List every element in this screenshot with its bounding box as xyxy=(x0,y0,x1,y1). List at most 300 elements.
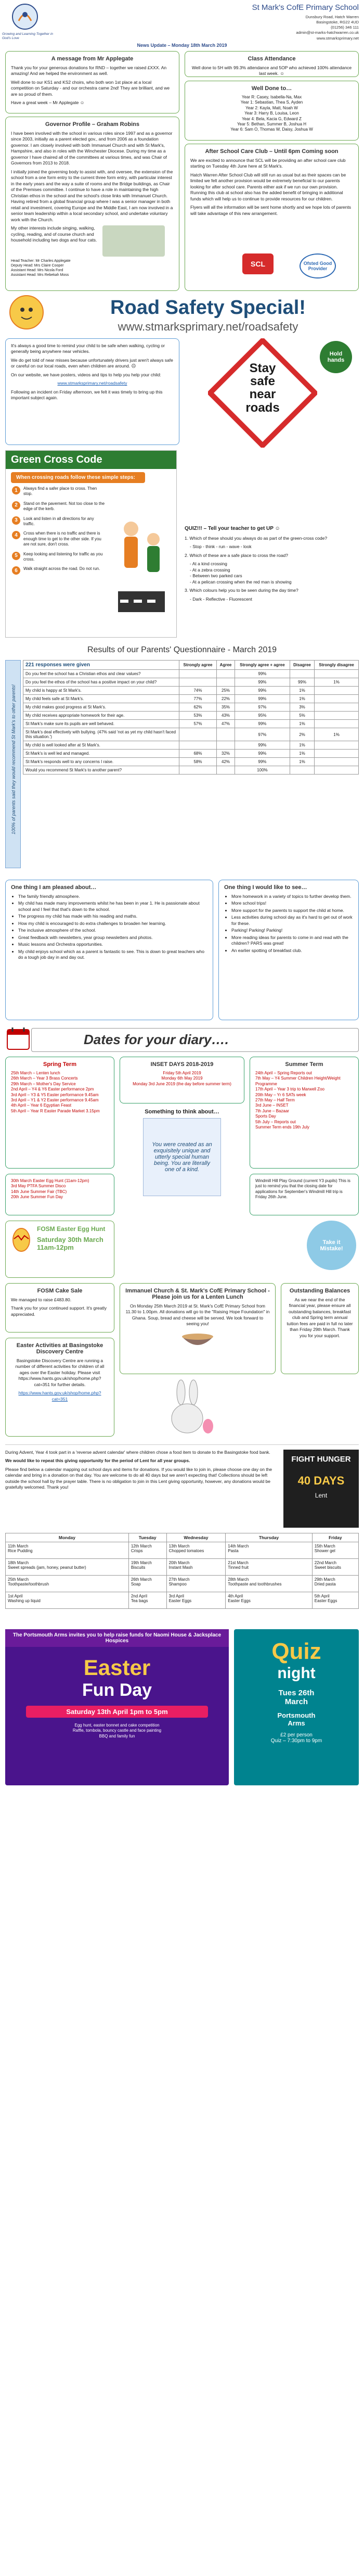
diary-item: Sports Day xyxy=(255,1114,276,1119)
road-safety-link[interactable]: www.stmarksprimary.net/roadsafety xyxy=(57,380,127,386)
calendar-cell: 14th March Pasta xyxy=(226,1542,312,1559)
value-cell: 1% xyxy=(290,758,314,766)
header xyxy=(0,0,364,50)
summer-title: Summer Term xyxy=(285,1061,323,1068)
value-cell: 99% xyxy=(235,687,290,695)
cake-sale-paragraph: Thank you for your continued support. It's greatly appreciated. xyxy=(11,1305,107,1317)
diary-item: Summer Term ends 19th July xyxy=(255,1124,309,1130)
lent-table-wrap xyxy=(5,1533,359,1609)
calendar-cell: 22nd March Sweet biscuits xyxy=(312,1559,358,1576)
stay-safe-line: Stay xyxy=(249,361,276,375)
quote-text: You were created as an exquisitely unique and utterly special human being. You are literally one of a kind. xyxy=(152,1141,212,1173)
green-cross-step xyxy=(12,486,106,497)
calendar-cell: 26th March Soap xyxy=(128,1576,166,1592)
quote-card xyxy=(143,1118,221,1196)
green-cross-step xyxy=(12,566,106,575)
hold-hands-line: Hold xyxy=(329,351,343,357)
road-safety-paragraph: Following an incident on Friday afternoon, we felt it was timely to bring up this important subject again. xyxy=(11,389,163,401)
balances-title: Outstanding Balances xyxy=(289,1288,350,1294)
quiz-night-venue xyxy=(234,1711,359,1727)
value-cell: 35% xyxy=(216,703,235,712)
governor-profile xyxy=(5,117,179,291)
cake-sale-title: FOSM Cake Sale xyxy=(37,1288,83,1294)
fosm-date: Saturday 30th March xyxy=(37,1236,103,1243)
quiz-night-poster xyxy=(234,1629,359,1785)
after-school-paragraph: Flyers will all the information will be sent home shortly and we hope lots of parents will take advantage of this new arrangement. xyxy=(190,205,351,216)
easter-egg-icon xyxy=(11,1226,32,1252)
well-done-item: Year 5: Bethan, Summer B, Joshua H xyxy=(237,121,307,126)
address-line: Dunsbury Road, Hatch Warren xyxy=(305,15,359,19)
quiz-date-line: Tues 26th xyxy=(278,1689,315,1697)
governor-paragraph: I initially joined the governing body to assist with, and oversee, the extension of the school from a one form entry to the current three form entry, with particular interest in the early years and the way a suite of rooms and the Bridge buildings, as Chair of the Premises committee. I continue to have a role in maintaining the high Christian ethos in the school and the school's close links with Immanuel Church. Having retired from a global financial group where I was a senior manager in both retail and investment, covering Europe and the Middle East, I am now involved in a senior team leadership within a local secondary school, and undertake voluntary work with the Church. xyxy=(11,169,173,222)
fight-hunger-days: 40 DAYS xyxy=(297,1474,345,1487)
calendar-cell: 2nd April Tea bags xyxy=(128,1592,166,1609)
day-header: Tuesday xyxy=(128,1533,166,1542)
value-cell: 25% xyxy=(216,687,235,695)
well-done-item: Year 1: Sebastian, Thea S, Ayden xyxy=(240,100,303,105)
value-cell xyxy=(315,758,359,766)
list-item: • The progress my child has made with his reading and maths. xyxy=(18,913,207,919)
green-cross-subtitle: When crossing roads follow these simple steps: xyxy=(11,472,145,483)
diary-title: Dates for your diary…. xyxy=(84,1032,229,1047)
value-cell: 5% xyxy=(290,712,314,720)
step-text: Cross when there is no traffic and there is enough time to get to the other side. If you are not sure, don't cross. xyxy=(23,531,101,547)
table-row xyxy=(23,670,359,678)
questionnaire-body xyxy=(23,670,359,775)
stay-safe-line: roads xyxy=(245,400,280,415)
calendar-cell: 1st April Washing up liquid xyxy=(6,1592,129,1609)
table-row xyxy=(6,1559,359,1576)
quiz-entry-line: £2 per person xyxy=(280,1732,313,1738)
school-logo xyxy=(11,3,38,30)
calendar-cell: 15th March Shower gel xyxy=(312,1542,358,1559)
lent-header-row xyxy=(6,1533,359,1542)
value-cell: 58% xyxy=(179,758,217,766)
quiz-question: 3. Which colours help you to be seen during the day time? xyxy=(185,588,298,593)
spring-term xyxy=(5,1057,114,1169)
inset-title: INSET DAYS 2018-2019 xyxy=(150,1061,214,1068)
green-cross-step xyxy=(12,552,106,563)
crossing-children-icon xyxy=(113,508,170,623)
inset-item: Monday 3rd June 2019 (the day before summer term) xyxy=(133,1081,231,1086)
ofsted-logo: Ofsted Good Provider xyxy=(300,253,336,278)
table-row xyxy=(23,750,359,758)
road-safety-url[interactable]: www.stmarksprimary.net/roadsafety xyxy=(118,320,298,333)
value-cell: 1% xyxy=(315,728,359,741)
fight-hunger-title: FIGHT HUNGER xyxy=(291,1455,351,1464)
questionnaire-side-text: 100% of parents said they would recommend St Mark's to other parents! xyxy=(11,684,16,834)
diary-item: 26th March – Year 3 Brass Concerts xyxy=(11,1076,78,1081)
question-cell: Do you feel the ethos of the school has a positive impact on your child? xyxy=(23,678,179,687)
value-cell: 1% xyxy=(290,695,314,703)
value-cell xyxy=(179,670,217,678)
quiz-venue-line: Portsmouth xyxy=(277,1711,316,1719)
table-row xyxy=(6,1592,359,1609)
value-cell xyxy=(315,687,359,695)
step-text: Keep looking and listening for traffic as you cross. xyxy=(23,551,103,562)
egg-icon xyxy=(11,1226,32,1254)
calendar-cell: 11th March Rice Pudding xyxy=(6,1542,129,1559)
list-item: • Parking! Parking! Parking! xyxy=(231,928,353,933)
quiz-night-line: Quiz xyxy=(271,1639,321,1664)
column-header: Agree xyxy=(216,661,235,670)
calendar-cell: 12th March Crisps xyxy=(128,1542,166,1559)
applegate-paragraph: Thank you for your generous donations for RND – together we raised £XXX. An amazing! And we helped the environment as well. xyxy=(11,65,167,77)
well-done-item: Year 3: Harry B, Louisa, Leon xyxy=(244,111,299,116)
like-to-see-list xyxy=(231,894,353,954)
value-cell xyxy=(216,741,235,750)
quiz-night-entry xyxy=(234,1732,359,1744)
calendar-cell: 19th March Biscuits xyxy=(128,1559,166,1576)
quiz-options: - Dark - Reflective - Fluorescent xyxy=(190,596,252,602)
value-cell: 77% xyxy=(179,695,217,703)
table-row xyxy=(23,712,359,720)
quiz-entry-line: Quiz – 7:30pm to 9pm xyxy=(270,1738,322,1744)
value-cell xyxy=(315,750,359,758)
calendar-icon xyxy=(5,1025,31,1051)
value-cell: 47% xyxy=(216,720,235,728)
value-cell: 1% xyxy=(290,720,314,728)
question-cell: St Mark's responds well to any concerns I raise. xyxy=(23,758,179,766)
calendar-cell: 29th March Dried pasta xyxy=(312,1576,358,1592)
value-cell: 100% xyxy=(235,766,290,775)
lent-paragraph: Please find below a calendar mapping out school days and items for donations. If you would like to join in, please choose one day on the calendar and bring in a donation on that day. You are welcome to do all 40 days but we aren't expecting that! Collections should be left outside the school hall by the prayer table. There is no obligation to join in this Lent giving opportunity, however, any donations would be gratefully welcomed. Thank you! xyxy=(5,1466,272,1490)
inset-item: Friday 5th April 2019 xyxy=(163,1071,201,1075)
table-row xyxy=(23,720,359,728)
fosm-cake-sale xyxy=(5,1283,114,1333)
calendar-cell: 3rd April Easter Eggs xyxy=(166,1592,226,1609)
well-done-title: Well Done to… xyxy=(251,85,292,92)
table-row xyxy=(23,766,359,775)
value-cell: 1% xyxy=(315,678,359,687)
green-cross-step xyxy=(12,501,106,512)
diary-item: 25th March – Lenten lunch xyxy=(11,1071,60,1075)
list-item: • The family friendly atmosphere. xyxy=(18,894,207,899)
quiz-question: 1. Which of these should you always do as part of the green-cross code? xyxy=(185,536,328,541)
value-cell: 1% xyxy=(290,750,314,758)
like-to-see xyxy=(218,880,359,1020)
portsmouth-banner: The Portsmouth Arms invites you to help raise funds for Naomi House & Jacksplace Hospices xyxy=(5,1629,229,1647)
fight-hunger-lent: Lent xyxy=(315,1492,328,1499)
easter-fun-title xyxy=(5,1655,229,1701)
question-cell: St Mark's make sure its pupils are well behaved. xyxy=(23,720,179,728)
lenten-title: Immanuel Church & St. Mark's CofE Primary School - Please join us for a Lenten Lunch xyxy=(125,1288,270,1300)
lent-paragraph: During Advent, Year 4 took part in a 'reverse advent calendar' where children chose a food item to donate to the Basingstoke food bank. xyxy=(5,1450,270,1455)
value-cell xyxy=(179,728,217,741)
value-cell: 95% xyxy=(235,712,290,720)
fosm-easter-egg-hunt xyxy=(5,1221,114,1278)
applegate-paragraph: Have a great week – Mr Applegate ☺ xyxy=(11,100,85,106)
easter-fun-date: Saturday 13th April 1pm to 5pm xyxy=(26,1706,208,1718)
table-row xyxy=(23,695,359,703)
calendar-cell: 25th March Toothpaste/toothbrush xyxy=(6,1576,129,1592)
table-row xyxy=(23,758,359,766)
value-cell xyxy=(315,741,359,750)
easter-fun-detail: Raffle, tombola, bouncy castle and face painting xyxy=(72,1728,162,1733)
value-cell: 99% xyxy=(235,750,290,758)
value-cell: 97% xyxy=(235,728,290,741)
table-row xyxy=(23,728,359,741)
value-cell xyxy=(315,720,359,728)
quiz-night-line: night xyxy=(277,1665,316,1682)
table-header-row xyxy=(23,661,359,670)
balances-body: As we near the end of the financial year, please ensure all outstanding balances, breakfast club and Spring term annual tuition fees are paid in full no later than Friday 29th March. Thank you for your support. xyxy=(287,1297,353,1338)
question-cell: My child is happy at St Mark's. xyxy=(23,687,179,695)
easter-activities-link[interactable]: https://www.hants.gov.uk/shop/home.php?cat=351 xyxy=(18,1390,101,1402)
diary-item: 14th June Summer Fair (TBC) xyxy=(11,1189,67,1194)
responses-header: 221 responses were given xyxy=(23,661,179,670)
bunny-illustration xyxy=(156,1379,218,1437)
diary-item: 29th March – Mother's Day Service xyxy=(11,1081,76,1086)
inset-days xyxy=(120,1057,244,1103)
windmill-text: Windmill Hill Play Ground (current Y3 pupils) This is just to remind you that the closing date for applications for September's Windmill Hill trip is Friday 26th June. xyxy=(255,1178,350,1200)
list-item: • More support for the parents to support the child at home. xyxy=(231,908,353,913)
easter-activities-title: Easter Activities at Basingstoke Discovery Centre xyxy=(16,1342,103,1355)
calendar-cell: 18th March Sweet spreads (jam, honey, peanut butter) xyxy=(6,1559,129,1576)
address-website[interactable]: www.stmarksprimary.net xyxy=(316,35,359,41)
calendar-cell: 4th April Easter Eggs xyxy=(226,1592,312,1609)
fosm-dates xyxy=(5,1174,114,1215)
quiz-options: - Stop - think - run - wave - look xyxy=(190,544,252,550)
step-number: 6 xyxy=(12,566,20,575)
diary-item: 7th June – Bazaar xyxy=(255,1108,289,1113)
calendar-cell: 20th March Instant Mash xyxy=(166,1559,226,1576)
value-cell: 1% xyxy=(290,741,314,750)
column-header: Disagree xyxy=(290,661,314,670)
questionnaire-table xyxy=(23,660,359,775)
easter-fun-line: Easter xyxy=(83,1655,151,1680)
value-cell xyxy=(216,670,235,678)
road-safety-paragraph: We do get told of near misses because unfortunately drivers just aren't always safe or careful on our local roads, even when children are around. ☹ xyxy=(11,357,173,369)
governor-photo xyxy=(102,225,165,257)
quiz-title: QUIZ!!! – Tell your teacher to get UP ☺ xyxy=(185,526,280,531)
list-item: • My child has made many improvements whilst he has been in year 1. He is passionate about school and I feel that that's down to the school. xyxy=(18,900,207,912)
table-row xyxy=(6,1542,359,1559)
step-text: Look and listen in all directions for any traffic. xyxy=(23,516,94,526)
table-row xyxy=(23,703,359,712)
address-line: (01256) 346 111 xyxy=(331,25,359,30)
step-number: 4 xyxy=(12,531,20,539)
value-cell: 3% xyxy=(290,703,314,712)
pleased-list xyxy=(18,894,207,961)
crossing-mascot-icon xyxy=(8,294,45,331)
diary-item: 27th May – Half Term xyxy=(255,1097,295,1102)
easter-fun-line: Fun Day xyxy=(82,1680,152,1700)
step-text: Stand on the pavement. Not too close to the edge of the kerb. xyxy=(23,501,105,512)
table-row xyxy=(23,678,359,687)
list-item: • The inclusive atmosphere of the school. xyxy=(18,928,207,933)
spring-title: Spring Term xyxy=(43,1061,76,1068)
soup-icon xyxy=(125,1330,270,1353)
think-title: Something to think about… xyxy=(145,1109,219,1115)
quiz-night-title xyxy=(234,1639,359,1682)
applegate-paragraph: Well done to our KS1 and KS2 choirs, who both won 1st place at a local competition on Saturday - and our orchestra came 2nd! They are brilliant, and we are so proud of them. xyxy=(11,79,170,97)
address-email[interactable]: admin@st-marks-hatchwarren.co.uk xyxy=(296,30,359,35)
green-cross-code xyxy=(5,450,177,638)
after-school-paragraph: We are excited to announce that SCL will be providing an after school care club starting on Tuesday 4th June here at St Mark's. xyxy=(190,158,346,169)
value-cell: 99% xyxy=(235,678,290,687)
hold-hands-line: hands xyxy=(327,357,345,363)
calendar-cell: 5th April Easter Eggs xyxy=(312,1592,358,1609)
inset-item: Monday 6th May 2019 xyxy=(161,1076,203,1081)
lenten-body: On Monday 25th March 2019 at St. Mark's CofE Primary School from 11.30 to 1.00pm. All donations will go to the "Raising Hope Foundation" in Ghana. Soup, bread and cheese will be served. We look forward to seeing you! xyxy=(125,1303,270,1327)
class-attendance xyxy=(185,51,359,77)
quiz-venue-line: Arms xyxy=(288,1719,305,1727)
value-cell: 74% xyxy=(179,687,217,695)
value-cell xyxy=(216,766,235,775)
value-cell: 42% xyxy=(216,758,235,766)
diary-item: 3rd April – Y3 & Y5 Easter performance 9.45am xyxy=(11,1092,99,1097)
lent-giving-intro xyxy=(5,1450,276,1493)
applegate-title: A message from Mr Applegate xyxy=(51,56,134,62)
value-cell: 2% xyxy=(290,728,314,741)
calendar-cell: 21st March Tinned fruit xyxy=(226,1559,312,1576)
attendance-title: Class Attendance xyxy=(248,56,296,62)
well-done xyxy=(185,81,359,141)
value-cell: 22% xyxy=(216,695,235,703)
road-safety-quiz xyxy=(185,526,359,638)
diary-item: 30th March Easter Egg Hunt (11am-12pm) xyxy=(11,1178,89,1183)
road-safety-mascot xyxy=(8,294,45,331)
value-cell xyxy=(179,741,217,750)
table-row xyxy=(6,1576,359,1592)
list-item: • How my child is encouraged to do extra challenges to broaden her learning. xyxy=(18,921,207,927)
diary-item: 17th April – Year 3 trip to Marwell Zoo xyxy=(255,1087,324,1092)
after-school-title: After School Care Club – Until 6pm Coming soon xyxy=(205,148,339,155)
list-item: • Music lessons and Orchestra opportunities. xyxy=(18,942,207,947)
easter-fun-day-poster xyxy=(5,1629,229,1785)
pleased-title: One thing I am pleased about… xyxy=(11,884,97,891)
diary-item: 20th June Summer Fun Day xyxy=(11,1195,63,1200)
value-cell: 99% xyxy=(290,678,314,687)
cake-sale-paragraph: We managed to raise £483.80. xyxy=(11,1297,72,1302)
pleased-about xyxy=(5,880,213,1020)
list-item: • An earlier spotting of breakfast club. xyxy=(231,948,353,954)
applegate-message xyxy=(5,51,179,113)
list-item: • Great feedback with newsletters, year group newsletters and photos. xyxy=(18,935,207,941)
after-school-care xyxy=(185,144,359,291)
lent-calendar-body xyxy=(6,1542,359,1609)
questionnaire-side-label xyxy=(5,660,21,868)
diary-item: 7th May – Y4 Summer Children Height/Weight Programme xyxy=(255,1076,341,1086)
value-cell: 99% xyxy=(235,741,290,750)
lent-giving-separator xyxy=(5,1444,359,1445)
green-cross-step xyxy=(12,516,106,527)
school-crest-icon xyxy=(11,3,38,30)
quiz-options: - At a kind crossing - At a zebra crossing - Between two parked cars - At a pelican crossing when the red man is showing xyxy=(190,561,292,585)
value-cell: 68% xyxy=(179,750,217,758)
day-header: Thursday xyxy=(226,1533,312,1542)
day-header: Monday xyxy=(6,1533,129,1542)
after-school-paragraph: Hatch Warren After School Club will still run as usual but as their spaces can be limited we felt another provision would be extremely beneficial to our parents looking for after school care. Parents either ask if we run our own provision. Running this club at school also has the added benefit of bringing in additional funds which will help us to continue to provide resources for our children. xyxy=(190,172,346,201)
value-cell xyxy=(179,678,217,687)
school-address xyxy=(244,15,359,41)
diary-item: 24th April – Spring Reports out xyxy=(255,1071,312,1075)
road-safety-intro xyxy=(5,338,179,445)
outstanding-balances xyxy=(281,1283,359,1374)
easter-activities xyxy=(5,1338,114,1437)
diary-item: 3rd April – Y1 & Y2 Easter performance 9.45am xyxy=(11,1097,99,1102)
list-item: • More reading ideas for parents to come in and read with the children? PARS was great! xyxy=(231,935,353,947)
calendar-cell: 27th March Shampoo xyxy=(166,1576,226,1592)
table-row xyxy=(23,741,359,750)
step-number: 1 xyxy=(12,486,20,494)
table-row xyxy=(23,687,359,695)
value-cell: 57% xyxy=(179,720,217,728)
quiz-question: 2. Which of these are a safe place to cross the road? xyxy=(185,552,288,558)
value-cell xyxy=(315,766,359,775)
like-to-see-title: One thing I would like to see… xyxy=(224,884,307,891)
question-cell: Would you recommend St Mark's to another parent? xyxy=(23,766,179,775)
column-header: Strongly agree + agree xyxy=(235,661,290,670)
value-cell: 43% xyxy=(216,712,235,720)
question-cell: St Mark's deal effectively with bullying. (47% said 'not as yet my child hasn't faced this situation.') xyxy=(23,728,179,741)
staff-caption xyxy=(11,259,174,277)
value-cell: 32% xyxy=(216,750,235,758)
fight-hunger-poster xyxy=(283,1450,359,1528)
well-done-item: Year 2: Kayla, Matt, Noah W xyxy=(245,105,298,110)
question-cell: St Mark's is well led and managed. xyxy=(23,750,179,758)
value-cell xyxy=(216,728,235,741)
value-cell xyxy=(315,695,359,703)
soup-bowl-icon xyxy=(177,1330,218,1351)
school-name: St Mark's CofE Primary School xyxy=(252,3,359,12)
value-cell: 53% xyxy=(179,712,217,720)
easter-activities-body: Basingstoke Discovery Centre are running a number of different activities for children of all ages over the Easter holiday. Please visit https://www.hants.gov.uk/shop/home.php?cat=351 for further details. xyxy=(15,1358,105,1387)
value-cell xyxy=(216,678,235,687)
calendar-cell: 28th March Toothpaste and toothbrushes xyxy=(226,1576,312,1592)
stay-safe-line: safe xyxy=(250,374,276,389)
list-item: • Less activities during school day as it's hard to get out of work for these. xyxy=(231,915,353,927)
easter-fun-detail: Egg hunt, easter bonnet and cake competition xyxy=(74,1723,160,1728)
take-it-line: Mistake! xyxy=(320,1245,343,1252)
diary-item: 20th May – Yr 6 SATs week xyxy=(255,1092,306,1097)
well-done-list xyxy=(190,95,353,133)
staff-line: Assistant Head: Mrs Nicola Ford xyxy=(11,269,63,273)
value-cell: 99% xyxy=(235,695,290,703)
stay-safe-text xyxy=(229,362,296,414)
value-cell: 62% xyxy=(179,703,217,712)
quiz-date-line: March xyxy=(284,1697,308,1706)
lent-paragraph: We would like to repeat this giving opportunity for the period of Lent for all year groups. xyxy=(5,1458,190,1464)
calendar-cell: 13th March Chopped tomatoes xyxy=(166,1542,226,1559)
value-cell xyxy=(315,670,359,678)
green-cross-illustration xyxy=(113,508,170,623)
well-done-item: Year R: Casey, Isabella-Na, Max xyxy=(241,95,302,99)
question-cell: My child is well looked after at St Mark's. xyxy=(23,741,179,750)
diary-item: 2nd April – Y4 & Y6 Easter performance 2pm xyxy=(11,1087,94,1092)
road-safety-paragraph: It's always a good time to remind your child to be safe when walking, cycling or generally being anywhere near vehicles. xyxy=(11,343,165,354)
value-cell: 97% xyxy=(235,703,290,712)
column-header: Strongly disagree xyxy=(315,661,359,670)
staff-line: Head Teacher: Mr Charles Applegate xyxy=(11,259,71,263)
fosm-time: 11am-12pm xyxy=(37,1243,74,1251)
diary-item: 5th April – Year R Easter Parade Market 3.15pm xyxy=(11,1108,100,1113)
green-cross-title: Green Cross Code xyxy=(6,451,176,469)
staff-line: Deputy Head: Mrs Claire Cooper xyxy=(11,264,64,268)
governor-paragraph: My other interests include singing, walking, cycling, reading, and of course church and household including two dogs and four cats. xyxy=(11,225,97,243)
school-tagline: Growing and Learning Together in God's Love xyxy=(2,32,54,41)
address-line: Basingstoke, RG22 4UD xyxy=(316,20,359,25)
well-done-item: Year 6: Sam O, Thomas W, Daisy, Joshua W xyxy=(230,127,313,132)
day-header: Wednesday xyxy=(166,1533,226,1542)
value-cell: 1% xyxy=(290,687,314,695)
value-cell xyxy=(290,670,314,678)
step-text: Always find a safer place to cross. Then stop. xyxy=(23,486,97,497)
something-to-think xyxy=(120,1109,244,1213)
diary-banner xyxy=(31,1028,359,1052)
governor-title: Governor Profile – Graham Robins xyxy=(45,121,139,128)
